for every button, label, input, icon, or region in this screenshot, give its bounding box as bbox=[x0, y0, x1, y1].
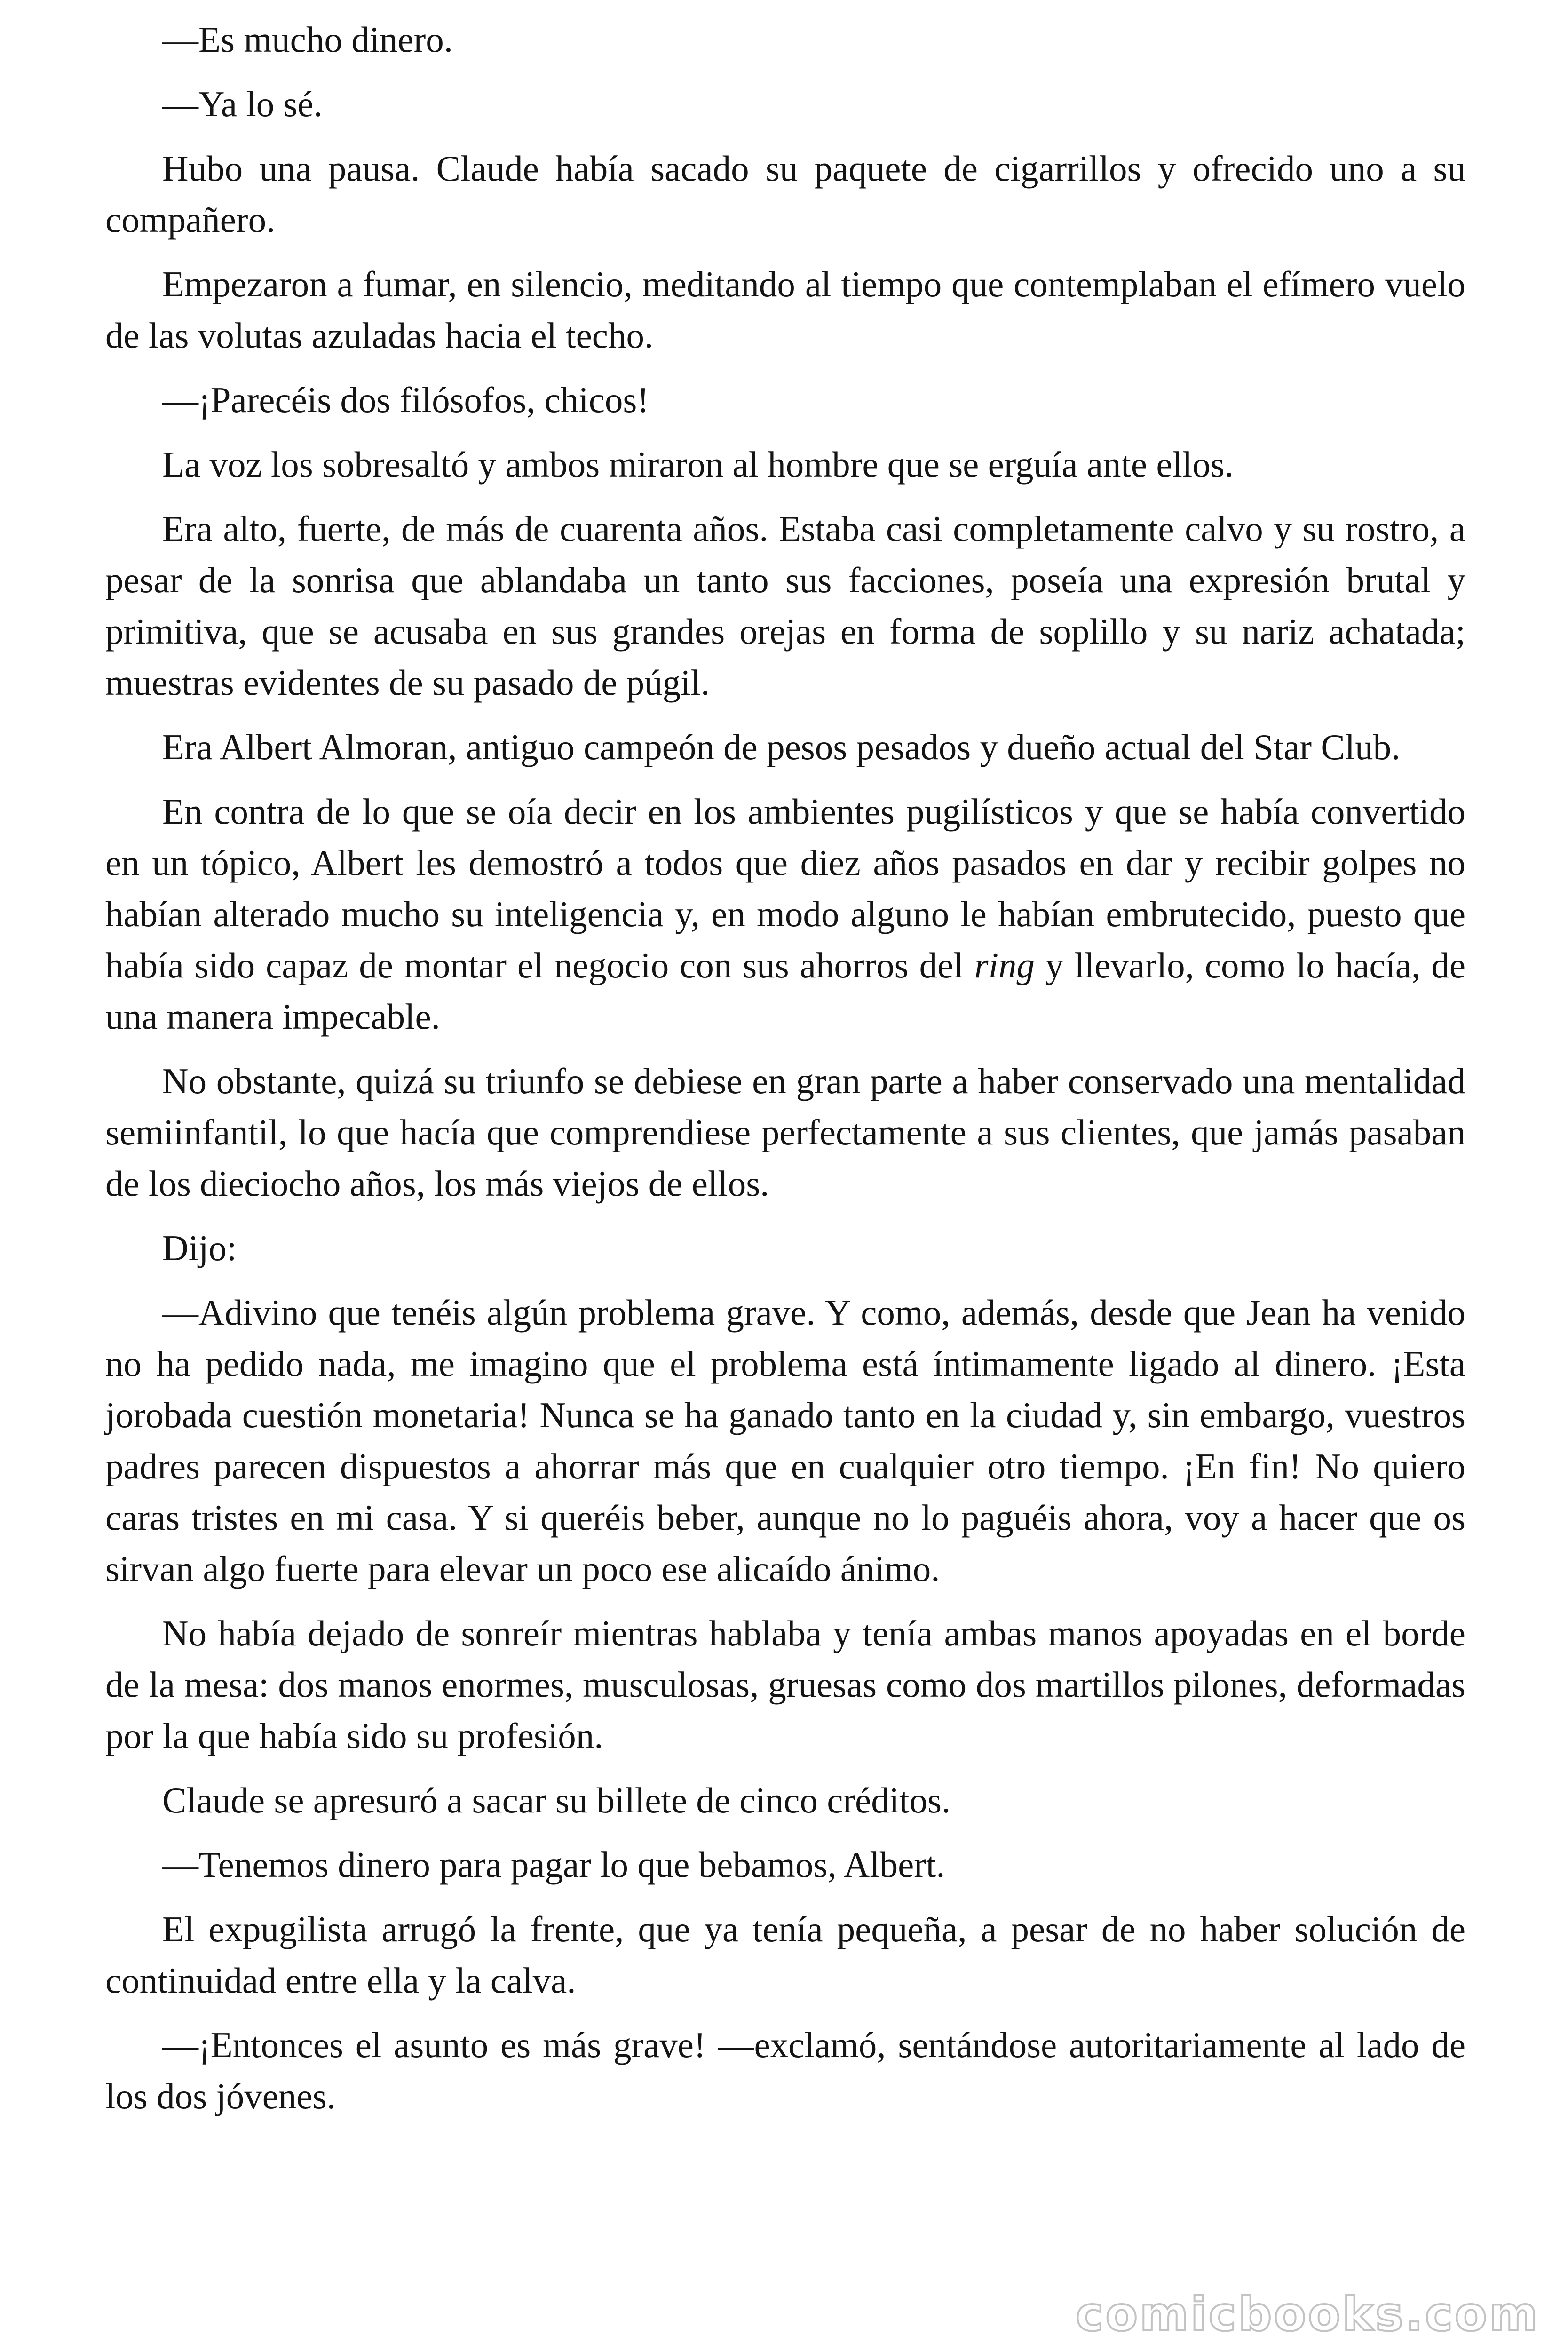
paragraph-text: En contra de lo que se oía decir en los ambientes pugilísticos y que se había convertido en un tópico, Albert les demostró a todos que diez años pasados en dar y recibir golpes no habían alterado mucho su inteligencia y, en modo alguno le habían embrutecido, puesto que había sido capaz de montar el negocio con sus ahorros del bbox=[105, 791, 1465, 985]
document-page bbox=[105, 14, 1465, 2135]
paragraph-text: y llevarlo, como lo hacía, de una manera impecable. bbox=[105, 945, 1466, 1037]
watermark: comicbooks.com bbox=[1076, 2287, 1540, 2342]
paragraph: —Tenemos dinero para pagar lo que bebamos, Albert. bbox=[162, 1844, 945, 1885]
paragraph: —¡Entonces el asunto es más grave! —exclamó, sentándose autoritariamente al lado de los dos jóvenes. bbox=[105, 2025, 1465, 2116]
paragraph: Era alto, fuerte, de más de cuarenta años. Estaba casi completamente calvo y su rostro, a pesar de la sonrisa que ablandaba un tanto sus facciones, poseía una expresión brutal y primitiva, que se acusaba en sus grandes orejas en forma de soplillo y su nariz achatada; muestras evidentes de su pasado de púgil. bbox=[105, 509, 1465, 703]
paragraph: —¡Parecéis dos filósofos, chicos! bbox=[162, 380, 649, 420]
paragraph: Hubo una pausa. Claude había sacado su paquete de cigarrillos y ofrecido uno a su compañero. bbox=[105, 148, 1465, 240]
paragraph: —Es mucho dinero. bbox=[162, 19, 453, 60]
paragraph: La voz los sobresaltó y ambos miraron al hombre que se erguía ante ellos. bbox=[162, 444, 1234, 485]
paragraph: Era Albert Almoran, antiguo campeón de pesos pesados y dueño actual del Star Club. bbox=[162, 727, 1401, 767]
paragraph: —Ya lo sé. bbox=[162, 84, 323, 124]
paragraph: —Adivino que tenéis algún problema grave. Y como, además, desde que Jean ha venido no ha pedido nada, me imagino que el problema está íntimamente ligado al dinero. ¡Esta jorobada cuestión monetaria! Nunca se ha ganado tanto en la ciudad y, sin embargo, vuestros padres parecen dispuestos a ahorrar más que en cualquier otro tiempo. ¡En fin! No quiero caras tristes en mi casa. Y si queréis beber, aunque no lo paguéis ahora, voy a hacer que os sirvan algo fuerte para elevar un poco ese alicaído ánimo. bbox=[105, 1292, 1465, 1589]
paragraph: No obstante, quizá su triunfo se debiese en gran parte a haber conservado una mentalidad semiinfantil, lo que hacía que comprendiese perfectamente a sus clientes, que jamás pasaban de los dieciocho años, los más viejos de ellos. bbox=[105, 1061, 1465, 1204]
paragraph: No había dejado de sonreír mientras hablaba y tenía ambas manos apoyadas en el borde de la mesa: dos manos enormes, musculosas, gruesas como dos martillos pilones, deformadas por la que había sido su profesión. bbox=[105, 1613, 1465, 1756]
paragraph: Dijo: bbox=[162, 1228, 237, 1268]
paragraph bbox=[105, 786, 1465, 1042]
paragraph: Claude se apresuró a sacar su billete de cinco créditos. bbox=[162, 1780, 951, 1820]
paragraph: El expugilista arrugó la frente, que ya tenía pequeña, a pesar de no haber solución de continuidad entre ella y la calva. bbox=[105, 1909, 1465, 2001]
italic-word: ring bbox=[974, 945, 1035, 985]
paragraph: Empezaron a fumar, en silencio, meditando al tiempo que contemplaban el efímero vuelo de las volutas azuladas hacia el techo. bbox=[105, 264, 1465, 356]
